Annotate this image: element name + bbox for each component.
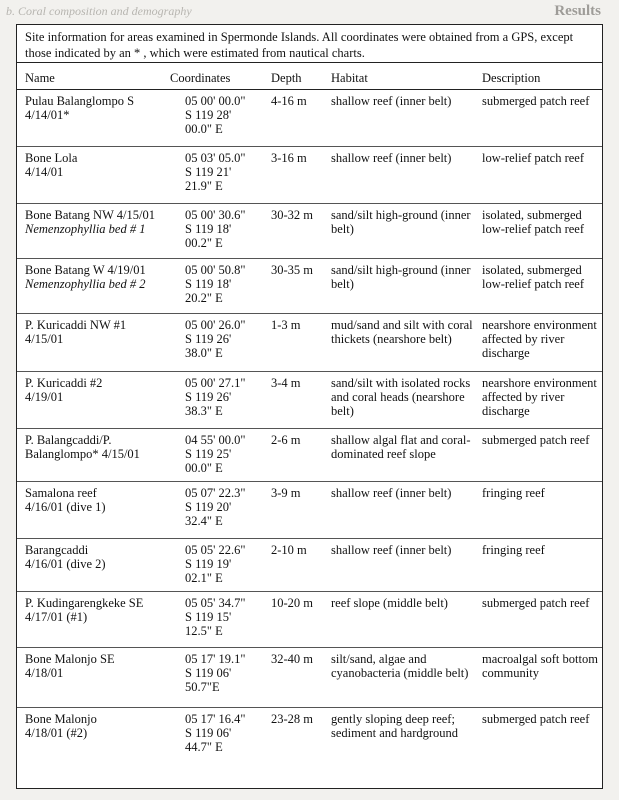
- table-header-row: [17, 63, 602, 90]
- background-heading: Results: [554, 3, 601, 19]
- longitude: S 119 06': [185, 726, 232, 740]
- table-row: [17, 708, 602, 766]
- description-cell: low-relief patch reef: [482, 151, 585, 165]
- depth-cell: 1-3 m: [271, 318, 301, 332]
- longitude-seconds: 21.9" E: [185, 179, 223, 193]
- header-name: Name: [25, 71, 55, 85]
- coordinates-cell: [170, 151, 270, 193]
- habitat-cell: sand/silt high-ground (inner belt): [331, 208, 471, 236]
- depth-cell: 2-6 m: [271, 433, 301, 447]
- latitude: 05 00' 30.6": [185, 208, 246, 222]
- site-name-cell: [25, 652, 165, 680]
- latitude: 05 03' 05.0": [185, 151, 246, 165]
- site-name-cell: [25, 543, 165, 571]
- site-date: 4/16/01 (dive 2): [25, 557, 106, 571]
- header-habitat: Habitat: [331, 71, 368, 85]
- longitude: S 119 25': [185, 447, 232, 461]
- site-name-cell: [25, 433, 165, 461]
- habitat-cell: silt/sand, algae and cyanobacteria (middle belt): [331, 652, 469, 680]
- habitat-cell: reef slope (middle belt): [331, 596, 448, 610]
- longitude-seconds: 02.1" E: [185, 571, 223, 585]
- table-row: [17, 204, 602, 259]
- description-cell: nearshore environment affected by river discharge: [482, 318, 597, 360]
- table-row: [17, 482, 602, 539]
- latitude: 05 05' 22.6": [185, 543, 246, 557]
- longitude-seconds: 38.0" E: [185, 346, 223, 360]
- site-name-cell: [25, 318, 165, 346]
- depth-cell: 30-32 m: [271, 208, 314, 222]
- background-subtitle: b. Coral composition and demography: [6, 4, 192, 18]
- site-date: Nemenzophyllia bed # 1: [25, 222, 146, 236]
- description-cell: macroalgal soft bottom community: [482, 652, 598, 680]
- site-name: Bone Malonjo SE: [25, 652, 115, 666]
- coordinates-cell: [170, 433, 270, 475]
- latitude: 05 00' 00.0": [185, 94, 246, 108]
- depth-cell: 4-16 m: [271, 94, 307, 108]
- table-caption: Site information for areas examined in Spermonde Islands. All coordinates were obtained from a GPS, except those indicated by an * , which were estimated from nautical charts.: [17, 25, 602, 63]
- site-date: 4/15/01: [25, 332, 64, 346]
- site-name: Barangcaddi: [25, 543, 89, 557]
- description-cell: isolated, submerged low-relief patch reef: [482, 208, 585, 236]
- description-cell: nearshore environment affected by river discharge: [482, 376, 597, 418]
- coordinates-cell: [170, 486, 270, 528]
- description-cell: fringing reef: [482, 486, 545, 500]
- site-date: Balanglompo* 4/15/01: [25, 447, 140, 461]
- site-name-cell: [25, 712, 165, 740]
- coordinates-cell: [170, 652, 270, 694]
- longitude: S 119 26': [185, 390, 232, 404]
- latitude: 05 17' 16.4": [185, 712, 246, 726]
- table-row: [17, 648, 602, 708]
- longitude-seconds: 00.0" E: [185, 122, 223, 136]
- table-row: [17, 372, 602, 429]
- site-name: P. Kuricaddi NW #1: [25, 318, 127, 332]
- latitude: 05 05' 34.7": [185, 596, 246, 610]
- longitude-seconds: 20.2" E: [185, 291, 223, 305]
- longitude: S 119 19': [185, 557, 232, 571]
- site-date: Nemenzophyllia bed # 2: [25, 277, 146, 291]
- site-name: Pulau Balanglompo S: [25, 94, 135, 108]
- coordinates-cell: [170, 263, 270, 305]
- longitude-seconds: 12.5" E: [185, 624, 223, 638]
- longitude-seconds: 50.7"E: [185, 680, 220, 694]
- depth-cell: 32-40 m: [271, 652, 314, 666]
- habitat-cell: mud/sand and silt with coral thickets (nearshore belt): [331, 318, 473, 346]
- longitude-seconds: 38.3" E: [185, 404, 223, 418]
- depth-cell: 10-20 m: [271, 596, 314, 610]
- site-date: 4/14/01: [25, 165, 64, 179]
- site-name-cell: [25, 376, 165, 404]
- table-row: [17, 539, 602, 592]
- coordinates-cell: [170, 596, 270, 638]
- description-cell: submerged patch reef: [482, 596, 590, 610]
- depth-cell: 30-35 m: [271, 263, 314, 277]
- site-name: Bone Malonjo: [25, 712, 97, 726]
- longitude: S 119 26': [185, 332, 232, 346]
- site-name: Bone Batang NW 4/15/01: [25, 208, 155, 222]
- latitude: 04 55' 00.0": [185, 433, 246, 447]
- habitat-cell: gently sloping deep reef; sediment and hardground: [331, 712, 459, 740]
- habitat-cell: sand/silt high-ground (inner belt): [331, 263, 471, 291]
- site-name: P. Kuricaddi #2: [25, 376, 103, 390]
- longitude: S 119 18': [185, 222, 232, 236]
- habitat-cell: shallow reef (inner belt): [331, 94, 452, 108]
- site-name: Bone Lola: [25, 151, 78, 165]
- site-name-cell: [25, 151, 165, 179]
- depth-cell: 3-16 m: [271, 151, 307, 165]
- longitude: S 119 15': [185, 610, 232, 624]
- site-name: Samalona reef: [25, 486, 97, 500]
- habitat-cell: sand/silt with isolated rocks and coral heads (nearshore belt): [331, 376, 471, 418]
- site-name: P. Kudingarengkeke SE: [25, 596, 144, 610]
- habitat-cell: shallow reef (inner belt): [331, 151, 452, 165]
- header-coordinates: Coordinates: [170, 71, 231, 85]
- table-row: [17, 90, 602, 147]
- table-row: [17, 314, 602, 372]
- site-info-table-panel: [16, 24, 603, 789]
- longitude: S 119 28': [185, 108, 232, 122]
- latitude: 05 00' 26.0": [185, 318, 246, 332]
- coordinates-cell: [170, 208, 270, 250]
- depth-cell: 2-10 m: [271, 543, 307, 557]
- depth-cell: 23-28 m: [271, 712, 314, 726]
- site-name-cell: [25, 94, 165, 122]
- coordinates-cell: [170, 94, 270, 136]
- description-cell: fringing reef: [482, 543, 545, 557]
- habitat-cell: shallow reef (inner belt): [331, 543, 452, 557]
- longitude-seconds: 44.7" E: [185, 740, 223, 754]
- longitude: S 119 06': [185, 666, 232, 680]
- coordinates-cell: [170, 376, 270, 418]
- coordinates-cell: [170, 543, 270, 585]
- depth-cell: 3-9 m: [271, 486, 301, 500]
- site-date: 4/19/01: [25, 390, 64, 404]
- description-cell: submerged patch reef: [482, 94, 590, 108]
- site-name-cell: [25, 486, 165, 514]
- habitat-cell: shallow algal flat and coral-dominated reef slope: [331, 433, 471, 461]
- coordinates-cell: [170, 712, 270, 754]
- longitude-seconds: 00.0" E: [185, 461, 223, 475]
- header-description: Description: [482, 71, 541, 85]
- latitude: 05 07' 22.3": [185, 486, 246, 500]
- depth-cell: 3-4 m: [271, 376, 301, 390]
- table-row: [17, 147, 602, 204]
- latitude: 05 00' 27.1": [185, 376, 246, 390]
- longitude: S 119 20': [185, 500, 232, 514]
- header-depth: Depth: [271, 71, 302, 85]
- site-name-cell: [25, 596, 165, 624]
- site-date: 4/18/01 (#2): [25, 726, 88, 740]
- coordinates-cell: [170, 318, 270, 360]
- site-date: 4/16/01 (dive 1): [25, 500, 106, 514]
- table-row: [17, 259, 602, 314]
- longitude: S 119 18': [185, 277, 232, 291]
- table-row: [17, 429, 602, 482]
- site-date: 4/14/01*: [25, 108, 70, 122]
- longitude-seconds: 00.2" E: [185, 236, 223, 250]
- site-date: 4/18/01: [25, 666, 64, 680]
- latitude: 05 00' 50.8": [185, 263, 246, 277]
- longitude: S 119 21': [185, 165, 232, 179]
- latitude: 05 17' 19.1": [185, 652, 246, 666]
- table-body: [17, 90, 602, 766]
- site-name: Bone Batang W 4/19/01: [25, 263, 146, 277]
- habitat-cell: shallow reef (inner belt): [331, 486, 452, 500]
- description-cell: submerged patch reef: [482, 433, 590, 447]
- site-name: P. Balangcaddi/P.: [25, 433, 112, 447]
- longitude-seconds: 32.4" E: [185, 514, 223, 528]
- description-cell: submerged patch reef: [482, 712, 590, 726]
- description-cell: isolated, submerged low-relief patch reef: [482, 263, 585, 291]
- site-name-cell: [25, 208, 165, 236]
- site-name-cell: [25, 263, 165, 291]
- site-date: 4/17/01 (#1): [25, 610, 88, 624]
- table-row: [17, 592, 602, 648]
